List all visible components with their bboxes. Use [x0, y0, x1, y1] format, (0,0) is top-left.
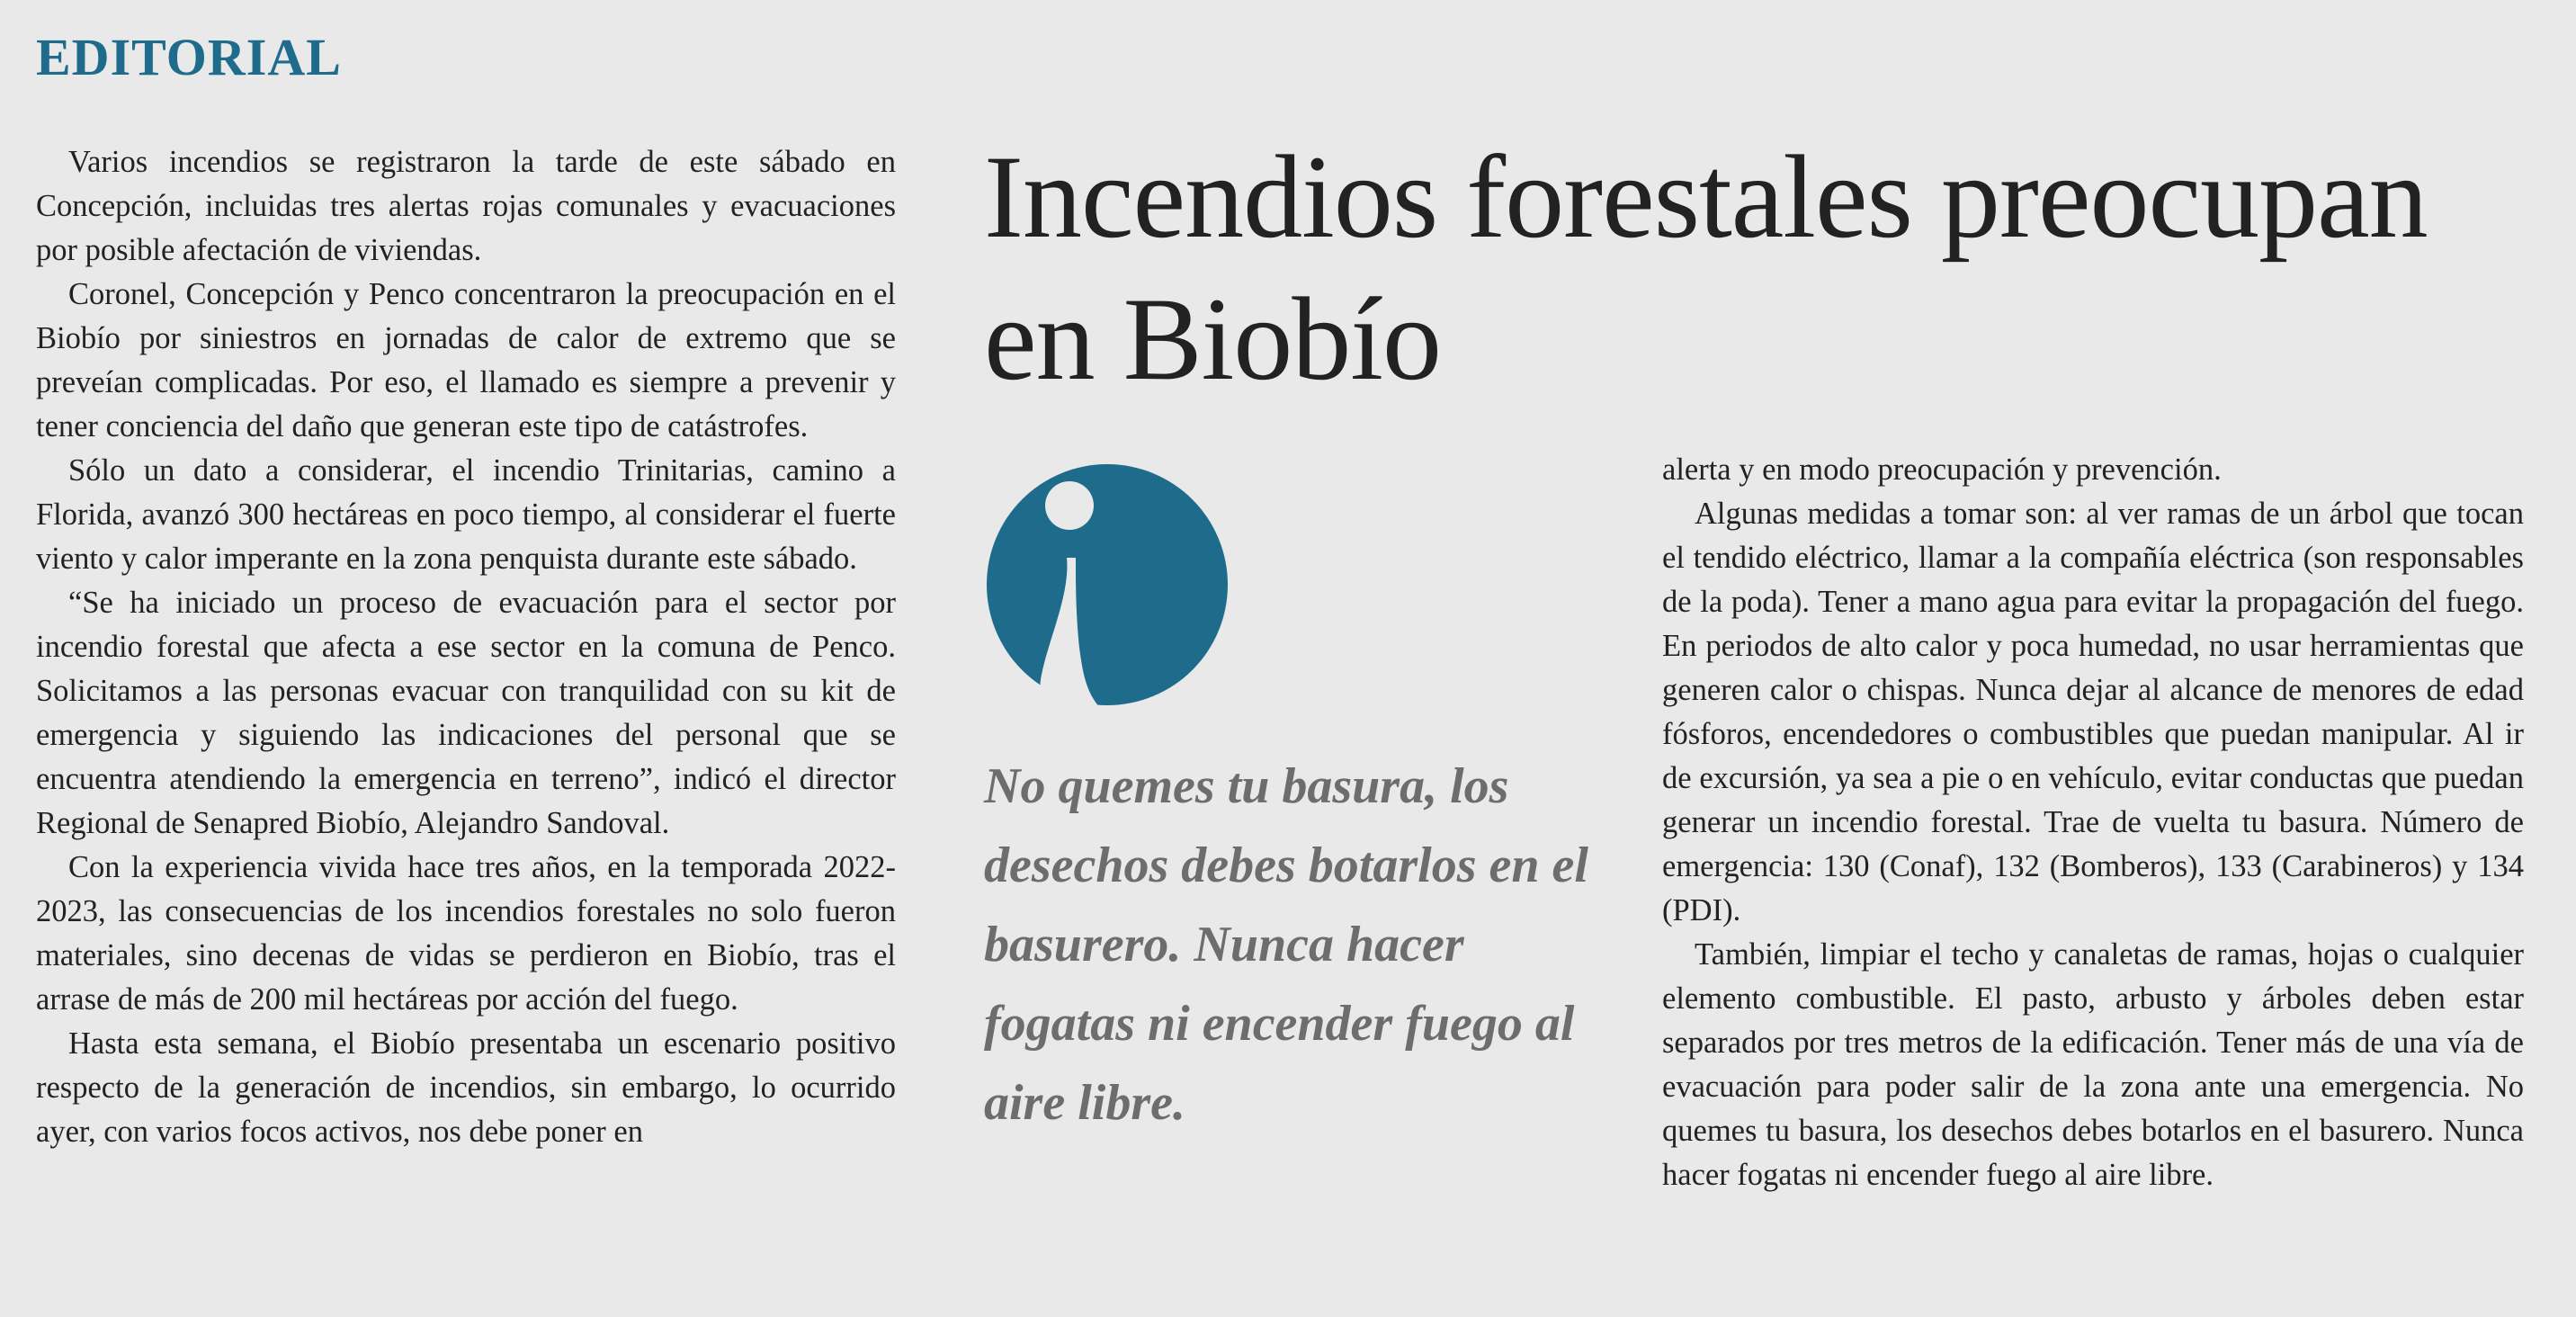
- body-paragraph: Coronel, Concepción y Penco concentraron la preocupación en el Biobío por siniestros en jornadas de calor de extremo que se preveían complicadas. Por eso, el llamado es siempre a prevenir y tener conciencia del daño que generan este tipo de catástrofes.: [36, 277, 896, 443]
- section-label: EDITORIAL: [36, 28, 342, 86]
- body-column-right: [1662, 448, 2524, 1197]
- pull-quote: No quemes tu basura, los desechos debes botarlos en el basurero. Nunca hacer fogatas ni encender fuego al aire libre.: [984, 758, 1588, 1131]
- body-column-left: [36, 140, 896, 1154]
- headline: Incendios forestales preocupan en Biobío: [984, 130, 2428, 405]
- body-paragraph: alerta y en modo preocupación y prevención.: [1662, 452, 2222, 487]
- body-paragraph: Hasta esta semana, el Biobío presentaba un escenario positivo respecto de la generación de incendios, sin embargo, lo ocurrido ayer, con varios focos activos, nos debe poner en: [36, 1026, 896, 1149]
- body-paragraph: Con la experiencia vivida hace tres años, en la temporada 2022-2023, las consecuencias de los incendios forestales no solo fueron materiales, sino decenas de vidas se perdieron en Biobío, tras el arrase de más de 200 mil hectáreas por acción del fuego.: [36, 850, 896, 1017]
- body-paragraph: Varios incendios se registraron la tarde de este sábado en Concepción, incluidas tres alertas rojas comunales y evacuaciones por posible afectación de viviendas.: [36, 145, 896, 267]
- body-paragraph: “Se ha iniciado un proceso de evacuación para el sector por incendio forestal que afecta a ese sector en la comuna de Penco. Solicitamos a las personas evacuar con tranquilidad con su kit de emergencia y siguiendo las indicaciones del personal que se encuentra atendiendo la emergencia en terreno”, indicó el director Regional de Senapred Biobío, Alejandro Sandoval.: [36, 586, 896, 840]
- info-i-icon: [986, 459, 1229, 711]
- body-paragraph: Sólo un dato a considerar, el incendio Trinitarias, camino a Florida, avanzó 300 hectáreas en poco tiempo, al considerar el fuerte viento y calor imperante en la zona penquista durante este sábado.: [36, 453, 896, 576]
- body-paragraph: También, limpiar el techo y canaletas de ramas, hojas o cualquier elemento combustible. El pasto, arbusto y árboles deben estar separados por tres metros de la edificación. Tener más de una vía de evacuación para poder salir de la zona ante una emergencia. No quemes tu basura, los desechos debes botarlos en el basurero. Nunca hacer fogatas ni encender fuego al aire libre.: [1662, 937, 2524, 1192]
- body-paragraph: Algunas medidas a tomar son: al ver ramas de un árbol que tocan el tendido eléctrico, llamar a la compañía eléctrica (son responsables de la poda). Tener a mano agua para evitar la propagación del fuego. En periodos de alto calor y poca humedad, no usar herramientas que generen calor o chispas. Nunca dejar al alcance de menores de edad fósforos, encendedores o combustibles que puedan manipular. Al ir de excursión, ya sea a pie o en vehículo, evitar conductas que puedan generar un incendio forestal. Trae de vuelta tu basura. Número de emergencia: 130 (Conaf), 132 (Bomberos), 133 (Carabineros) y 134 (PDI).: [1662, 497, 2524, 927]
